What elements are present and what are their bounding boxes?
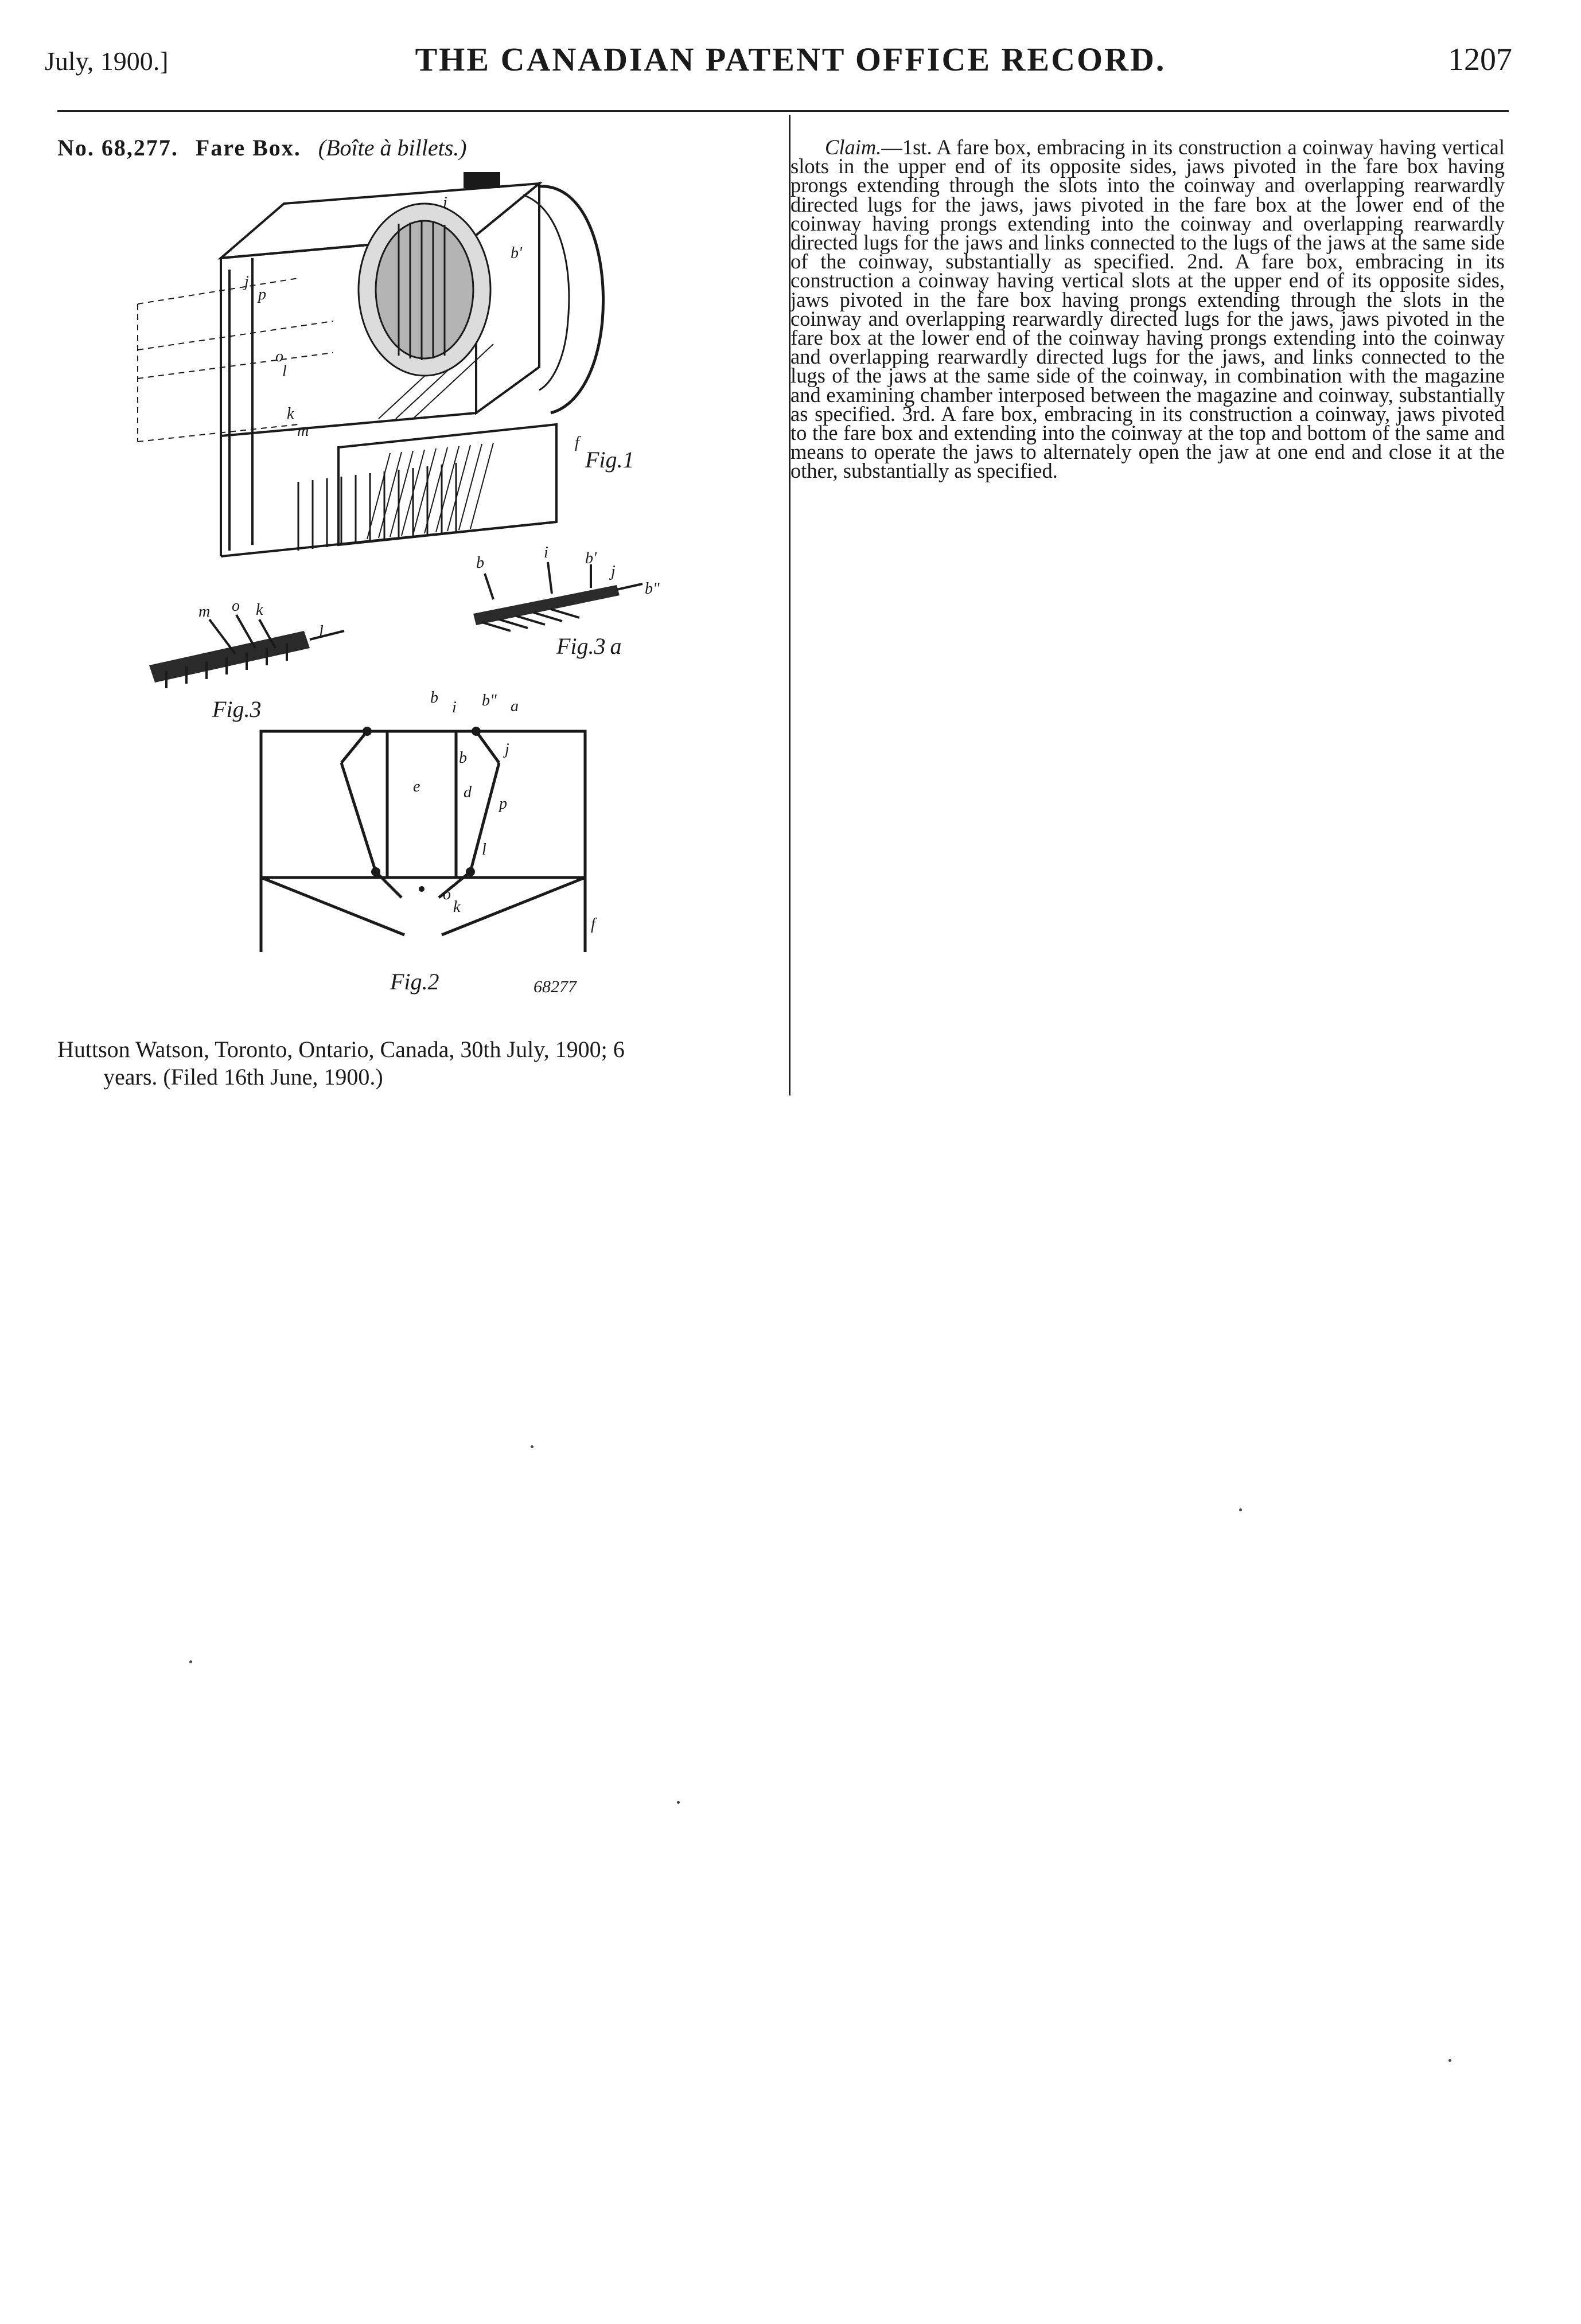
patent-number: No. 68,277. (57, 135, 178, 161)
fig1-letter-l: l (282, 362, 287, 380)
patent-title: Fare Box. (195, 135, 301, 161)
fig2-letter-e: e (413, 778, 420, 796)
fig2-letter-o: o (443, 886, 451, 903)
scan-speck (189, 1660, 192, 1663)
fig2-letter-k: k (453, 898, 461, 916)
patent-drawing-svg (57, 172, 777, 1021)
publication-title: THE CANADIAN PATENT OFFICE RECORD. (415, 41, 1166, 78)
inventor-text: Huttson Watson, Toronto, Ontario, Canada, 30th July, 1900; 6 (57, 1036, 625, 1062)
claim-text: —1st. A fare box, embracing in its construction a coinway having vertical slots in the upper end of its opposite sides, jaws pivoted in the fare box having prongs extending through the slots into the coinway and overlapping rearwardly directed lugs for the jaws, jaws pivoted in the fare box at the lower end of the coinway having prongs extending into the coinway and overlapping rearwardly directed lugs for the jaws and links connected to the lugs of the jaws at the same side of the coinway, substantially as specified. 2nd. A fare box, embracing in its construction a coinway having vertical slots at the upper end of its opposite sides, jaws pivoted in the fare box having prongs extending through the slots in the coinway and overlapping rearwardly directed lugs for the jaws, jaws pivoted in the fare box at the lower end of the coinway having prongs extending into the coinway and overlapping rearwardly directed lugs for the jaws, and links connected to the lugs of the jaws at the same side of the coinway, in combination with the magazine and examining chamber interposed between the magazine and coinway, substantially as specified. 3rd. A fare box, embracing in its construction a coinway, jaws pivoted to the fare box and extending into the coinway at the top and bottom of the same and means to operate the jaws to alternately open the jaw at one end and close it at the other, substantially as specified. (790, 135, 1505, 483)
fig1-caption: Fig.1 (585, 447, 634, 473)
fig1-drum (359, 204, 490, 376)
header-rule (57, 110, 1509, 112)
fig1-letter-j: j (244, 273, 249, 291)
fig3a-letter-b: b (476, 554, 484, 572)
fig2-letter-b2: b" (482, 692, 497, 709)
fig3-jaw-detail (149, 597, 344, 722)
scan-speck (1448, 2059, 1451, 2062)
fig1-letter-k: k (287, 405, 294, 423)
fig3a-letter-b1: b' (585, 549, 597, 567)
page-number: 1207 (1448, 42, 1512, 77)
fig2-letter-f: f (591, 915, 595, 933)
claim-label: Claim. (825, 135, 882, 159)
inventor-line (57, 1036, 777, 1091)
fig2-letter-l: l (482, 841, 486, 859)
entry-heading (57, 133, 777, 163)
fig1-hidden-lines (138, 278, 333, 442)
scan-speck (1239, 1508, 1242, 1511)
page-header (0, 0, 1581, 115)
drawing-patent-mark: 68277 (534, 977, 577, 996)
fig2-sectional-view (261, 689, 597, 996)
fig1-letter-p: p (258, 286, 266, 303)
inventor-text-continued: years. (Filed 16th June, 1900.) (103, 1064, 383, 1090)
scan-speck (677, 1801, 680, 1804)
fig1-letter-i: i (443, 194, 447, 212)
fig2-letter-i: i (452, 699, 457, 716)
fig2-letter-p: p (499, 795, 507, 813)
scan-speck (531, 1445, 534, 1448)
fig2-letter-a: a (511, 697, 519, 715)
fig1-letter-b1: b' (511, 244, 522, 262)
fig1-base-fluting (298, 463, 456, 551)
claims-column (790, 135, 1505, 483)
fig3a-caption: Fig.3 a (556, 633, 622, 659)
fig3-letter-l: l (319, 623, 324, 641)
fig3-letter-m: m (198, 603, 211, 621)
patent-french-title: (Boîte à billets.) (318, 135, 467, 161)
fig2-caption: Fig.2 (390, 969, 439, 995)
fig2-letter-d: d (464, 783, 472, 801)
fig3a-letter-j: j (611, 563, 616, 580)
patent-drawing (57, 172, 777, 1021)
fig2-letter-j: j (505, 740, 509, 758)
fig1-letter-f: f (575, 434, 579, 451)
fig3-letter-o: o (232, 597, 240, 615)
issue-date: July, 1900.] (45, 46, 169, 76)
fig1-letter-o: o (275, 348, 283, 365)
fig1-letter-m: m (297, 422, 309, 440)
fig2-letter-b: b (430, 689, 438, 707)
fig1-fare-box (138, 173, 603, 556)
fig2-letter-b: b (459, 749, 467, 767)
fig3a-letter-i: i (544, 544, 548, 561)
fig3a-jaw-detail (473, 544, 660, 659)
fig3a-letter-b2: b" (645, 580, 660, 598)
fig3-letter-k: k (256, 601, 263, 619)
fig3-caption: Fig.3 (212, 696, 262, 722)
